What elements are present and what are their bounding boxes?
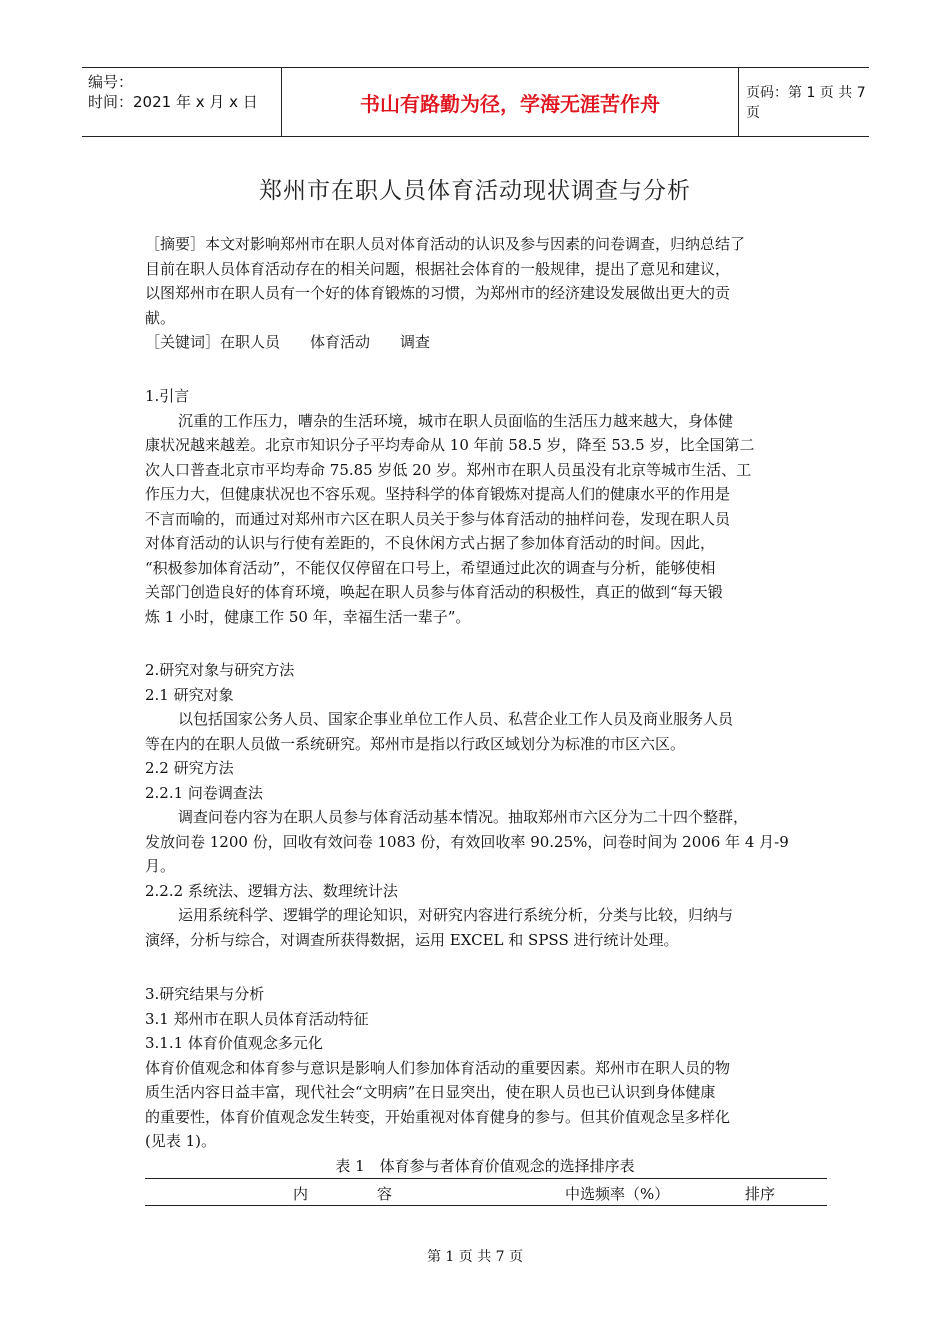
section-introduction [145, 384, 825, 629]
paragraph-line: 作压力大，但健康状况也不容乐观。坚持科学的体育锻炼对提高人们的健康水平的作用是 [145, 485, 731, 503]
paragraph-line: 的重要性，体育价值观念发生转变，开始重视对体育健身的参与。但其价值观念呈多样化 [145, 1107, 731, 1126]
paragraph-line: 关部门创造良好的体育环境，唤起在职人员参与体育活动的积极性，真正的做到“每天锻 [145, 583, 723, 601]
table-header [145, 1178, 827, 1206]
paragraph-line: “积极参加体育活动”，不能仅仅停留在口号上，希望通过此次的调查与分析，能够使相 [145, 558, 716, 577]
abstract [145, 232, 825, 355]
section-heading: 2.研究对象与研究方法 [145, 661, 295, 679]
paragraph-line: (见表 1)。 [145, 1132, 217, 1150]
paragraph-line: 沉重的工作压力，嘈杂的生活环境，城市在职人员面临的生活压力越来越大，身体健 [178, 411, 734, 430]
abstract-line: 以图郑州市在职人员有一个好的体育锻炼的习惯，为郑州市的经济建设发展做出更大的贡 [145, 284, 731, 302]
subsection-heading: 2.1 研究对象 [145, 685, 234, 704]
paragraph-line: 发放问卷 1200 份，回收有效问卷 1083 份，有效回收率 90.25%，问卷时间为 2006 年 4 月-9 [145, 832, 789, 851]
section-methods [145, 658, 825, 952]
table-caption: 表 1 体育参与者体育价值观念的选择排序表 [335, 1157, 635, 1175]
subsection-heading: 2.2.2 系统法、逻辑方法、数理统计法 [145, 881, 398, 900]
number-label: 编号： [88, 73, 134, 91]
subsection-heading: 2.2.1 问卷调查法 [145, 783, 263, 802]
section-heading: 1.引言 [145, 387, 190, 405]
subsection-heading: 2.2 研究方法 [145, 759, 234, 777]
paragraph-line: 康状况越来越差。北京市知识分子平均寿命从 10 年前 58.5 岁，降至 53.5 岁，比全国第二 [145, 436, 755, 454]
paragraph-line: 炼 1 小时，健康工作 50 年，幸福生活一辈子”。 [145, 607, 471, 626]
paragraph-line: 等在内的在职人员做一系统研究。郑州市是指以行政区域划分为标准的市区六区。 [145, 734, 686, 753]
paragraph-line: 对体育活动的认识与行使有差距的，不良休闲方式占据了参加体育活动的时间。因此， [145, 534, 716, 552]
document-title: 郑州市在职人员体育活动现状调查与分析 [259, 178, 691, 204]
col-rank: 排序 [745, 1185, 776, 1203]
paragraph-line: 月。 [145, 857, 176, 875]
subsection-heading: 3.1 郑州市在职人员体育活动特征 [145, 1009, 369, 1028]
page-footer: 第 1 页 共 7 页 [426, 1249, 524, 1265]
paragraph-line: 体育价值观念和体育参与意识是影响人们参加体育活动的重要因素。郑州市在职人员的物 [145, 1058, 731, 1077]
date-label: 时间：2021 年 x 月 x 日 [88, 93, 258, 111]
header-motto: 书山有路勤为径，学海无涯苦作舟 [282, 68, 739, 136]
section-results [145, 982, 825, 1154]
header-page-label: 页码：第 1 页 共 7 页 [746, 85, 866, 121]
section-heading: 3.研究结果与分析 [145, 985, 265, 1003]
page-header [82, 67, 869, 137]
paragraph-line: 不言而喻的，而通过对郑州市六区在职人员关于参与体育活动的抽样问卷，发现在职人员 [145, 509, 731, 528]
paragraph-line: 次人口普查北京市平均寿命 75.85 岁低 20 岁。郑州市在职人员虽没有北京等城市生活、工 [145, 460, 752, 479]
keywords: ［关键词］在职人员 体育活动 调查 [145, 333, 431, 351]
col-rate: 中选频率（%） [565, 1185, 670, 1203]
col-content-2: 容 [377, 1185, 393, 1203]
paragraph-line: 运用系统科学、逻辑学的理论知识，对研究内容进行系统分析，分类与比较，归纳与 [178, 906, 734, 924]
paragraph-line: 以包括国家公务人员、国家企事业单位工作人员、私营企业工作人员及商业服务人员 [178, 710, 734, 728]
paragraph-line: 调查问卷内容为在职人员参与体育活动基本情况。抽取郑州市六区分为二十四个整群， [178, 808, 749, 826]
col-content-1: 内 [293, 1185, 309, 1203]
abstract-line: 献。 [145, 308, 176, 327]
subsection-heading: 3.1.1 体育价值观念多元化 [145, 1034, 323, 1052]
paragraph-line: 质生活内容日益丰富，现代社会“文明病”在日显突出，使在职人员也已认识到身体健康 [145, 1083, 716, 1101]
paragraph-line: 演绎，分析与综合，对调查所获得数据，运用 EXCEL 和 SPSS 进行统计处理。 [145, 930, 679, 949]
header-meta [82, 68, 282, 136]
abstract-line: ［摘要］本文对影响郑州市在职人员对体育活动的认识及参与因素的问卷调查，归纳总结了 [145, 235, 746, 253]
abstract-line: 目前在职人员体育活动存在的相关问题，根据社会体育的一般规律，提出了意见和建议， [145, 259, 731, 278]
